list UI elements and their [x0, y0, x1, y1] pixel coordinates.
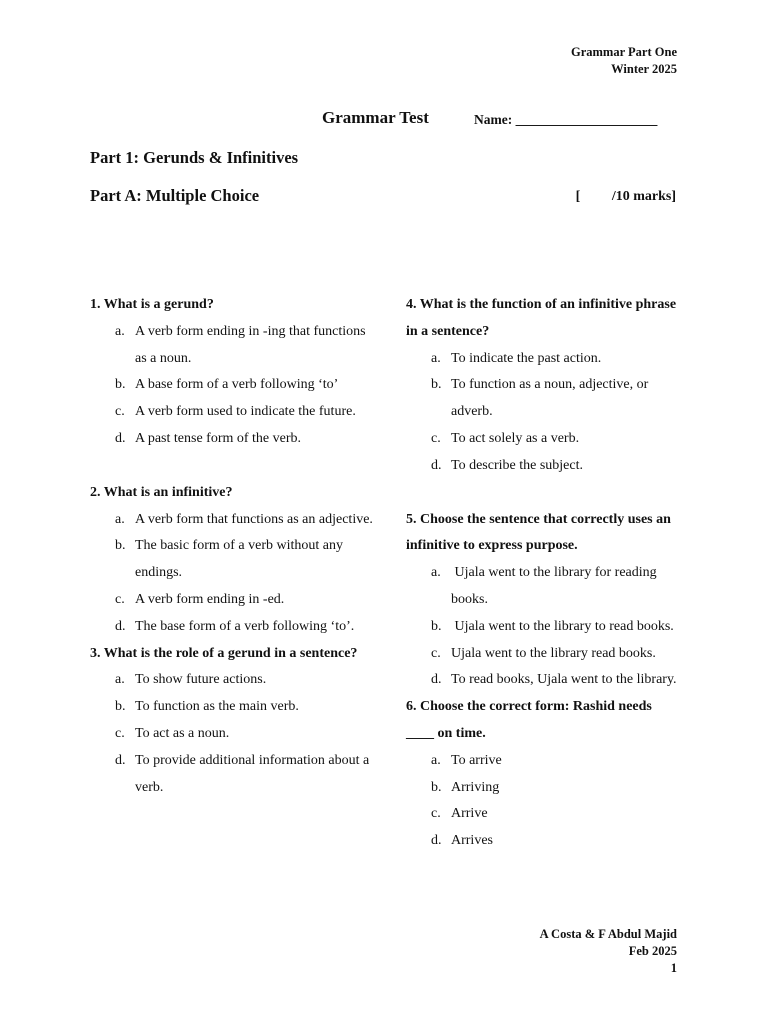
option-text: To show future actions. [135, 672, 267, 688]
option-a: a. To show future actions. [90, 667, 380, 694]
option-d: d. To describe the subject. [406, 453, 681, 480]
option-text: To act solely as a verb. [451, 430, 580, 446]
option-text: Ujala went to the library for reading books. [451, 565, 661, 607]
question-text: 4. What is the function of an infinitive phrase in a sentence? [406, 297, 677, 339]
option-b: b. To function as a noun, adjective, or adverb. [406, 372, 681, 426]
question-6 [406, 694, 681, 855]
option-d: d. To provide additional information about a verb. [90, 748, 380, 802]
option-c: c. To act as a noun. [90, 721, 380, 748]
option-b: b. A base form of a verb following ‘to’ [90, 372, 380, 399]
option-text: Ujala went to the library read books. [451, 645, 656, 661]
question-text: 3. What is the role of a gerund in a sentence? [90, 645, 358, 661]
name-field: Name: _____________________ [474, 112, 658, 127]
question-2 [90, 480, 380, 641]
option-text: A verb form ending in -ed. [135, 591, 285, 607]
right-column [406, 292, 681, 855]
option-b: b. Ujala went to the library to read books. [406, 614, 681, 641]
marks-box: [ /10 marks] [575, 189, 676, 204]
option-text: A base form of a verb following ‘to’ [135, 377, 339, 393]
option-text: The base form of a verb following ‘to’. [135, 618, 355, 634]
title-row [0, 108, 768, 132]
option-text: Arriving [451, 779, 500, 795]
page-number: 1 [670, 961, 677, 975]
option-text: Ujala went to the library to read books. [451, 618, 674, 634]
option-text: To arrive [451, 752, 502, 768]
footer-authors: A Costa & F Abdul Majid [539, 927, 677, 941]
option-c: c. A verb form ending in -ed. [90, 587, 380, 614]
document-footer [540, 926, 677, 977]
option-a: a. Ujala went to the library for reading books. [406, 560, 681, 614]
option-text: To read books, Ujala went to the library. [451, 672, 677, 688]
page-title: Grammar Test [322, 108, 429, 127]
option-text: The basic form of a verb without any endings. [135, 538, 343, 581]
header-course: Grammar Part One [571, 45, 677, 59]
option-text: A past tense form of the verb. [135, 430, 302, 446]
option-d: d. Arrives [406, 828, 681, 855]
option-text: A verb form that functions as an adjective. [135, 511, 373, 527]
option-text: A verb form ending in -ing that functions as a noun. [135, 323, 366, 366]
option-a: a. To indicate the past action. [406, 346, 681, 373]
question-text: 6. Choose the correct form: Rashid needs ____ on time. [406, 699, 652, 741]
option-text: Arrives [451, 833, 493, 849]
left-column [90, 292, 380, 801]
option-c: c. To act solely as a verb. [406, 426, 681, 453]
option-c: c. A verb form used to indicate the future. [90, 399, 380, 426]
footer-date: Feb 2025 [628, 944, 677, 958]
question-5 [406, 507, 681, 695]
question-3 [90, 641, 380, 802]
option-text: To indicate the past action. [451, 350, 602, 366]
option-b: b. The basic form of a verb without any endings. [90, 533, 380, 587]
document-header [571, 44, 677, 78]
option-a: a. A verb form that functions as an adjective. [90, 507, 380, 534]
option-text: A verb form used to indicate the future. [135, 404, 356, 420]
question-text: 5. Choose the sentence that correctly uses an infinitive to express purpose. [406, 511, 671, 554]
option-a: a. A verb form ending in -ing that functions as a noun. [90, 319, 380, 373]
option-text: To describe the subject. [451, 457, 583, 473]
option-text: To provide additional information about a verb. [135, 752, 370, 795]
option-text: To act as a noun. [135, 725, 230, 741]
header-term: Winter 2025 [611, 62, 677, 76]
option-c: c. Ujala went to the library read books. [406, 641, 681, 668]
option-text: Arrive [451, 806, 488, 822]
question-text: 2. What is an infinitive? [90, 484, 233, 500]
option-text: To function as the main verb. [135, 699, 299, 715]
option-c: c. Arrive [406, 801, 681, 828]
question-1 [90, 292, 380, 453]
option-text: To function as a noun, adjective, or adverb. [451, 377, 649, 420]
option-d: d. A past tense form of the verb. [90, 426, 380, 453]
option-d: d. The base form of a verb following ‘to’. [90, 614, 380, 641]
question-text: 1. What is a gerund? [90, 297, 214, 312]
question-4 [406, 292, 681, 480]
option-b: b. Arriving [406, 775, 681, 802]
option-b: b. To function as the main verb. [90, 694, 380, 721]
option-a: a. To arrive [406, 748, 681, 775]
part-heading: Part 1: Gerunds & Infinitives [90, 148, 299, 167]
option-d: d. To read books, Ujala went to the library. [406, 667, 681, 694]
section-heading: Part A: Multiple Choice [90, 186, 260, 205]
